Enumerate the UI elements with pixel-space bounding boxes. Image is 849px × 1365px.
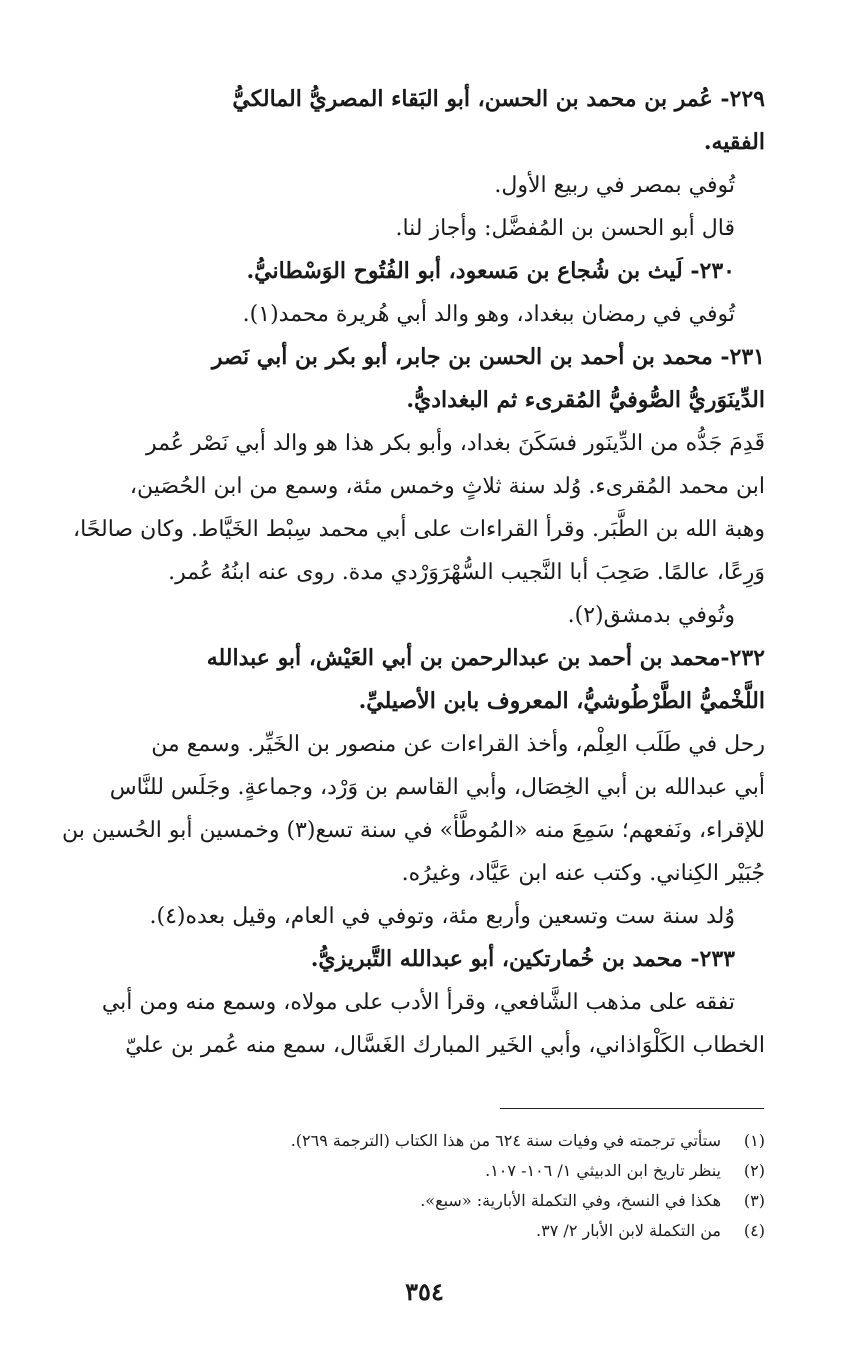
footnotes xyxy=(150,1126,765,1246)
footnote-2 xyxy=(150,1156,765,1186)
entry-231-body: وهبة الله بن الطَّبَر. وقرأ القراءات على أبي محمد سِبْط الخَيَّاط. وكان صالحًا، xyxy=(72,517,765,542)
footnote-number: (١) xyxy=(743,1131,765,1150)
entry-230-heading: ٢٣٠- لَيث بن شُجاع بن مَسعود، أبو الفُتُوح الوَسْطانيُّ. xyxy=(246,258,735,284)
entry-231-heading-cont: الدِّينَوَريُّ الصُّوفيُّ المُقرىء ثم البغداديُّ. xyxy=(406,387,765,413)
entry-232-heading: ٢٣٢-محمد بن أحمد بن عبدالرحمن بن أبي العَيْش، أبو عبدالله xyxy=(206,645,765,671)
entry-229-body: قال أبو الحسن بن المُفضَّل: وأجاز لنا. xyxy=(395,216,735,241)
entry-231-heading: ٢٣١- محمد بن أحمد بن الحسن بن جابر، أبو بكر بن أبي نَصر xyxy=(211,344,765,370)
page-number: ٣٥٤ xyxy=(405,1277,444,1306)
entry-233-body: الخطاب الكَلْوَاذاني، وأبي الخَير المبارك الغَسَّال، سمع منه عُمر بن عليّ xyxy=(125,1033,765,1058)
footnote-number: (٢) xyxy=(743,1161,765,1180)
footnote-4 xyxy=(150,1216,765,1246)
footnote-3 xyxy=(150,1186,765,1216)
entry-229-body: تُوفي بمصر في ربيع الأول. xyxy=(494,173,735,198)
footnote-number: (٤) xyxy=(743,1221,765,1240)
entry-232-body: وُلد سنة ست وتسعين وأربع مئة، وتوفي في العام، وقيل بعده(٤). xyxy=(149,904,735,929)
footnote-text: ينظر تاريخ ابن الدبيثي ١/ ١٠٦- ١٠٧. xyxy=(485,1161,721,1180)
entry-232-body: للإقراء، ونَفعهم؛ سَمِعَ منه «المُوطَّأ» في سنة تسع(٣) وخمسين أبو الحُسين بن xyxy=(62,818,765,843)
entry-233-body: تفقه على مذهب الشَّافعي، وقرأ الأدب على مولاه، وسمع منه ومن أبي xyxy=(101,990,735,1015)
footnote-divider xyxy=(500,1108,764,1109)
entry-229-heading: ٢٢٩- عُمر بن محمد بن الحسن، أبو البَقاء المصريُّ المالكيُّ xyxy=(232,86,765,112)
footnote-1 xyxy=(150,1126,765,1156)
entry-231-body: وتُوفي بدمشق(٢). xyxy=(567,603,735,628)
footnote-text: ستأتي ترجمته في وفيات سنة ٦٢٤ من هذا الكتاب (الترجمة ٢٦٩). xyxy=(290,1131,721,1150)
entry-232-heading-cont: اللَّخْميُّ الطَّرْطُوشيُّ، المعروف بابن الأصيليِّ. xyxy=(358,688,765,714)
footnote-number: (٣) xyxy=(743,1191,765,1210)
entry-232-body: جُبَيْر الكِناني. وكتب عنه ابن عَيَّاد، وغيرُه. xyxy=(401,861,765,886)
entry-232-body: رحل في طَلَب العِلْم، وأخذ القراءات عن منصور بن الخَيِّر. وسمع من xyxy=(151,732,765,757)
entry-231-body: ابن محمد المُقرىء. وُلد سنة ثلاثٍ وخمس مئة، وسمع من ابن الحُصَين، xyxy=(129,474,765,499)
entry-230-body: تُوفي في رمضان ببغداد، وهو والد أبي هُريرة محمد(١). xyxy=(242,302,735,327)
footnote-text: هكذا في النسخ، وفي التكملة الأبارية: «سبع». xyxy=(420,1191,721,1210)
footnote-text: من التكملة لابن الأبار ٢/ ٣٧. xyxy=(536,1221,721,1240)
entry-231-body: قَدِمَ جَدُّه من الدِّينَور فسَكَنَ بغداد، وأبو بكر هذا هو والد أبي نَصْر عُمر xyxy=(146,431,765,456)
entry-229-heading-cont: الفقيه. xyxy=(703,129,765,155)
entry-232-body: أبي عبدالله بن أبي الخِصَال، وأبي القاسم بن وَرْد، وجماعةٍ. وجَلَس للنَّاس xyxy=(109,775,765,800)
main-text xyxy=(28,78,765,1067)
entry-231-body: وَرِعًا، عالمًا. صَحِبَ أبا النَّجيب السُّهْرَوَرْدي مدة. روى عنه ابنُهُ عُمر. xyxy=(168,560,765,585)
entry-233-heading: ٢٣٣- محمد بن خُمارتكين، أبو عبدالله التَّبريزيُّ. xyxy=(310,946,735,972)
